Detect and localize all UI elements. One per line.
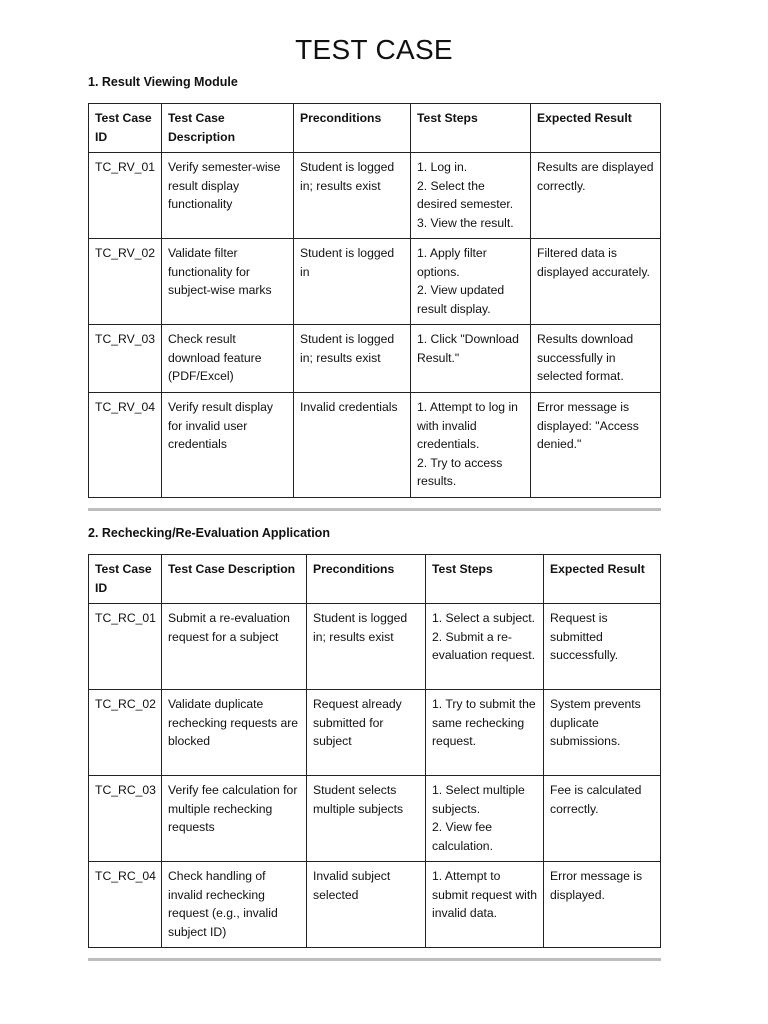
cell-description: Verify result display for invalid user credentials: [162, 393, 294, 498]
table-row: [89, 325, 661, 393]
cell-expected-result: System prevents duplicate submissions.: [544, 690, 661, 776]
cell-test-case-id: TC_RC_04: [89, 862, 162, 948]
table-header-row: [89, 555, 661, 604]
cell-preconditions: Student selects multiple subjects: [307, 776, 426, 862]
cell-preconditions: Invalid subject selected: [307, 862, 426, 948]
cell-test-steps: 1. Log in. 2. Select the desired semester. 3. View the result.: [411, 153, 531, 239]
cell-expected-result: Error message is displayed: "Access denied.": [531, 393, 661, 498]
cell-test-case-id: TC_RV_03: [89, 325, 162, 393]
page-title: TEST CASE: [295, 34, 453, 65]
cell-test-steps: 1. Select a subject. 2. Submit a re-evaluation request.: [426, 604, 544, 690]
cell-preconditions: Student is logged in: [294, 239, 411, 325]
cell-description: Validate filter functionality for subject-wise marks: [162, 239, 294, 325]
section-heading-rechecking: 2. Rechecking/Re-Evaluation Application: [88, 526, 330, 540]
header-expected-result: Expected Result: [531, 104, 661, 153]
table-row: [89, 153, 661, 239]
result-viewing-test-table: [88, 103, 661, 498]
cell-test-case-id: TC_RV_02: [89, 239, 162, 325]
cell-description: Verify semester-wise result display functionality: [162, 153, 294, 239]
header-test-case-description: Test Case Description: [162, 555, 307, 604]
cell-test-steps: 1. Attempt to log in with invalid credentials. 2. Try to access results.: [411, 393, 531, 498]
cell-test-case-id: TC_RV_01: [89, 153, 162, 239]
header-test-steps: Test Steps: [411, 104, 531, 153]
header-test-case-id: Test Case ID: [89, 555, 162, 604]
cell-preconditions: Student is logged in; results exist: [307, 604, 426, 690]
header-preconditions: Preconditions: [294, 104, 411, 153]
header-test-case-description: Test Case Description: [162, 104, 294, 153]
cell-test-case-id: TC_RV_04: [89, 393, 162, 498]
header-test-steps: Test Steps: [426, 555, 544, 604]
cell-preconditions: Student is logged in; results exist: [294, 325, 411, 393]
cell-test-steps: 1. Select multiple subjects. 2. View fee calculation.: [426, 776, 544, 862]
cell-test-steps: 1. Apply filter options. 2. View updated result display.: [411, 239, 531, 325]
cell-description: Validate duplicate rechecking requests are blocked: [162, 690, 307, 776]
cell-description: Verify fee calculation for multiple rechecking requests: [162, 776, 307, 862]
cell-preconditions: Student is logged in; results exist: [294, 153, 411, 239]
section-heading-result-viewing: 1. Result Viewing Module: [88, 75, 238, 89]
table-row: [89, 776, 661, 862]
cell-preconditions: Request already submitted for subject: [307, 690, 426, 776]
cell-description: Check handling of invalid rechecking request (e.g., invalid subject ID): [162, 862, 307, 948]
cell-description: Submit a re-evaluation request for a subject: [162, 604, 307, 690]
table-row: [89, 393, 661, 498]
cell-test-steps: 1. Click "Download Result.": [411, 325, 531, 393]
cell-test-steps: 1. Attempt to submit request with invalid data.: [426, 862, 544, 948]
table-header-row: [89, 104, 661, 153]
cell-preconditions: Invalid credentials: [294, 393, 411, 498]
cell-description: Check result download feature (PDF/Excel): [162, 325, 294, 393]
cell-expected-result: Results are displayed correctly.: [531, 153, 661, 239]
cell-expected-result: Request is submitted successfully.: [544, 604, 661, 690]
cell-test-case-id: TC_RC_03: [89, 776, 162, 862]
table-row: [89, 862, 661, 948]
header-test-case-id: Test Case ID: [89, 104, 162, 153]
section-divider: [88, 958, 661, 961]
table-row: [89, 690, 661, 776]
section-divider: [88, 508, 661, 511]
cell-expected-result: Results download successfully in selected format.: [531, 325, 661, 393]
header-expected-result: Expected Result: [544, 555, 661, 604]
rechecking-test-table: [88, 554, 661, 948]
cell-expected-result: Filtered data is displayed accurately.: [531, 239, 661, 325]
cell-test-case-id: TC_RC_01: [89, 604, 162, 690]
cell-test-steps: 1. Try to submit the same rechecking request.: [426, 690, 544, 776]
table-row: [89, 239, 661, 325]
table-row: [89, 604, 661, 690]
cell-test-case-id: TC_RC_02: [89, 690, 162, 776]
cell-expected-result: Error message is displayed.: [544, 862, 661, 948]
header-preconditions: Preconditions: [307, 555, 426, 604]
cell-expected-result: Fee is calculated correctly.: [544, 776, 661, 862]
